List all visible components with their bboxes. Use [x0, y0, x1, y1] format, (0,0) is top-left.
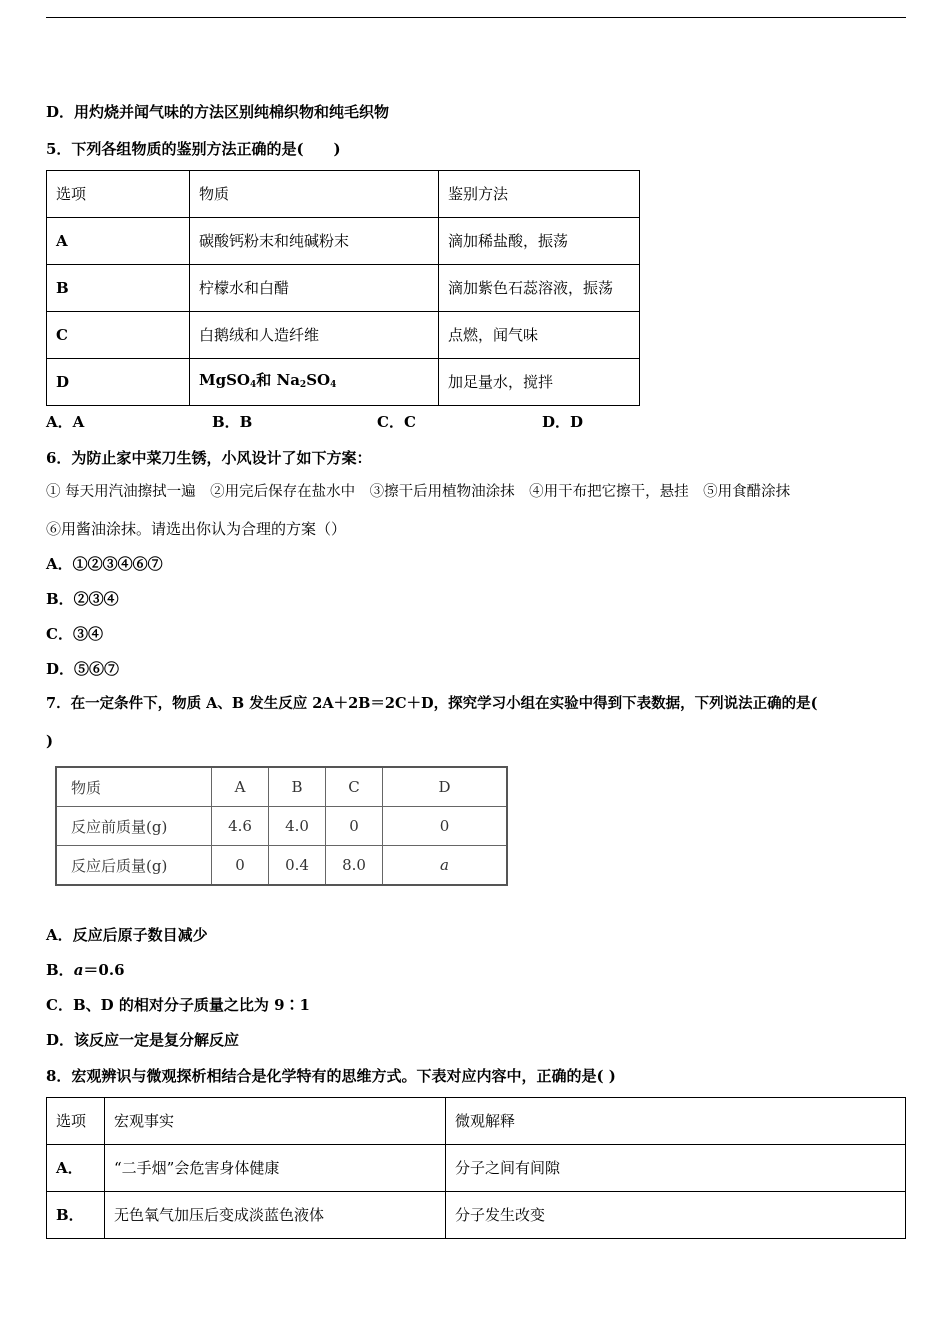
fact-cell: 无色氧气加压后变成淡蓝色液体: [105, 1192, 446, 1239]
header-cell: 物质: [56, 767, 212, 807]
q6-option-a: A．①②③④⑥⑦: [46, 555, 163, 573]
substance-cell: 柠檬水和白醋: [190, 265, 439, 312]
q5-answer-c: C．C: [377, 413, 416, 431]
header-cell: D: [383, 767, 508, 807]
q5-table: [46, 170, 640, 406]
option-cell: B: [47, 265, 190, 312]
table-header-row: [47, 171, 640, 218]
q6-option-d: D．⑤⑥⑦: [46, 660, 120, 678]
header-cell: A: [212, 767, 269, 807]
header-cell: 鉴别方法: [439, 171, 640, 218]
option-cell: C: [47, 312, 190, 359]
table-row: [56, 807, 507, 846]
q7-option-b: B．a＝0.6: [46, 961, 125, 979]
method-cell: 滴加稀盐酸，振荡: [439, 218, 640, 265]
value-cell: 4.6: [212, 807, 269, 846]
header-cell: 物质: [190, 171, 439, 218]
substance-cell: 白鹅绒和人造纤维: [190, 312, 439, 359]
header-cell: 选项: [47, 171, 190, 218]
q5-answer-b: B．B: [212, 413, 253, 431]
value-cell: a: [383, 846, 508, 886]
q7-data-table: [55, 766, 508, 883]
substance-cell: MgSO$_4$和 $Na_2SO_4$: [190, 359, 439, 406]
header-cell: B: [269, 767, 326, 807]
q6-plan-list-cont: ⑥用酱油涂抹。请选出你认为合理的方案（）: [46, 520, 347, 538]
table-row: [47, 359, 640, 406]
q5-stem: 5．下列各组物质的鉴别方法正确的是( ): [46, 140, 341, 158]
option-cell: A: [47, 218, 190, 265]
value-cell: 4.0: [269, 807, 326, 846]
fact-cell: “二手烟”会危害身体健康: [105, 1145, 446, 1192]
q7-stem: 7．在一定条件下，物质 A、B 发生反应 2A＋2B＝2C＋D，探究学习小组在实验中得到下表数据，下列说法正确的是(: [46, 695, 818, 712]
header-cell: 微观解释: [446, 1098, 906, 1145]
row-label: 反应后质量(g): [56, 846, 212, 886]
option-cell: D: [47, 359, 190, 406]
table-row: [56, 846, 507, 886]
table-row: [47, 265, 640, 312]
q6-stem: 6．为防止家中菜刀生锈，小风设计了如下方案：: [46, 449, 372, 467]
value-cell: 8.0: [326, 846, 383, 886]
q7-stem-cont: ): [46, 732, 54, 750]
q7-option-d: D．该反应一定是复分解反应: [46, 1031, 240, 1049]
q7-option-c: C．B、D 的相对分子质量之比为 9∶1: [46, 996, 310, 1014]
q6-option-c: C．③④: [46, 625, 103, 643]
option-cell: B．: [47, 1192, 105, 1239]
q6-option-b: B．②③④: [46, 590, 119, 608]
explain-cell: 分子之间有间隙: [446, 1145, 906, 1192]
method-cell: 滴加紫色石蕊溶液，振荡: [439, 265, 640, 312]
value-cell: 0.4: [269, 846, 326, 886]
q5-answer-a: A．A: [46, 413, 85, 431]
method-cell: 点燃，闻气味: [439, 312, 640, 359]
table-row: [47, 1192, 906, 1239]
table-row: [47, 312, 640, 359]
table-header-row: [56, 767, 507, 807]
table-row: [47, 1145, 906, 1192]
explain-cell: 分子发生改变: [446, 1192, 906, 1239]
q8-table: [46, 1097, 906, 1239]
q5-answer-d: D．D: [542, 413, 584, 431]
q6-plan-list: ① 每天用汽油擦拭一遍 ②用完后保存在盐水中 ③擦干后用植物油涂抹 ④用干布把它擦干，悬挂 ⑤用食醋涂抹: [46, 484, 791, 500]
header-cell: 宏观事实: [105, 1098, 446, 1145]
value-cell: 0: [212, 846, 269, 886]
header-cell: 选项: [47, 1098, 105, 1145]
q7-option-a: A．反应后原子数目减少: [46, 926, 208, 944]
table-row: [47, 218, 640, 265]
q4-option-d: D．用灼烧并闻气味的方法区别纯棉织物和纯毛织物: [46, 103, 390, 121]
method-cell: 加足量水，搅拌: [439, 359, 640, 406]
value-cell: 0: [383, 807, 508, 846]
header-cell: C: [326, 767, 383, 807]
value-cell: 0: [326, 807, 383, 846]
top-rule: [46, 17, 906, 18]
row-label: 反应前质量(g): [56, 807, 212, 846]
option-cell: A．: [47, 1145, 105, 1192]
substance-cell: 碳酸钙粉末和纯碱粉末: [190, 218, 439, 265]
table-header-row: [47, 1098, 906, 1145]
q8-stem: 8．宏观辨识与微观探析相结合是化学特有的思维方式。下表对应内容中，正确的是( ): [46, 1067, 616, 1085]
